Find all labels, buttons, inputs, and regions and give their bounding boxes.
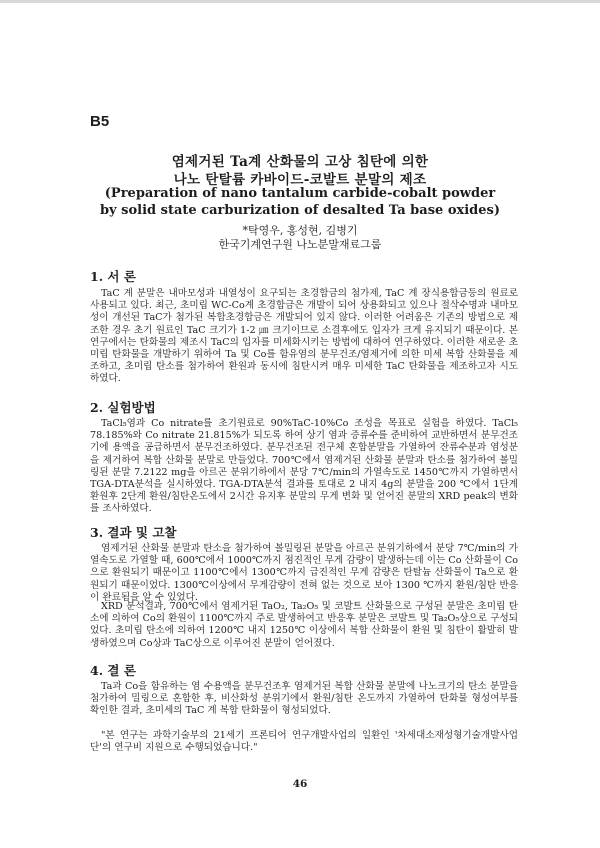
- section-heading-introduction: 1. 서 론: [90, 269, 136, 284]
- page-number: 46: [292, 778, 308, 790]
- page-top-edge: [0, 0, 600, 3]
- title-korean-line-1: 염제거된 Ta계 산화물의 고상 침탄에 의한: [171, 154, 429, 170]
- authors: *탁영우, 홍성현, 김병기: [242, 224, 358, 237]
- section-code: B5: [90, 113, 110, 130]
- paragraph-methods: TaCl₅염과 Co nitrate를 초기원료로 90%TaC-10%Co 조성을 목표로 실험을 하였다. TaCl₅ 78.185%와 Co nitrate 21.815%가 되도록 하여 상기 염과 증류수를 준비하여 교반하면서 분무건조기에 용액을 공급하면서 분무건조하였다. 분무건조된 전구체 혼합분말을 가열하여 잔류수분과 염성분을 제거하여 복합 산화물 분말로 만들었다. 700℃에서 염제거된 산화물 분말과 탄소를 첨가하여 볼밀링된 분말 7.2122 mg을 아르곤 분위기하에서 분당 7℃/min의 가열속도로 1450℃까지 가열하면서 TGA-DTA분석을 실시하였다. TGA-DTA분석 결과를 토대로 2 내지 4g의 분말을 200 ℃에서 1단계 환원후 2단계 환원/침탄온도에서 2시간 유지후 분말의 무게 변화 및 얻어진 분말의 XRD peak의 변화를 조사하였다.: [90, 418, 518, 515]
- affiliation: 한국기계연구원 나노분말재료그룹: [218, 238, 382, 251]
- section-heading-conclusion: 4. 결 론: [90, 663, 136, 678]
- section-heading-methods: 2. 실험방법: [90, 400, 156, 415]
- paragraph-results-2: XRD 분석결과, 700℃에서 염제거된 TaO₂, Ta₂O₅ 및 코발트 산화물으로 구성된 분말은 초미립 탄소에 의하여 Co의 환원이 1100℃까지 주로 발생하여고 반응후 분말은 코발트 및 Ta₂O₅상으로 구성되었다. 초미립 탄소에 의하여 1200℃ 내지 1250℃ 이상에서 복합 산화물이 환원 및 침탄이 활발히 발생하였으며 Co상과 TaC상으로 이루어진 분말이 얻어졌다.: [90, 601, 518, 649]
- paragraph-results-1: 염제거된 산화물 분말과 탄소을 첨가하여 볼밀링된 분말을 아르곤 분위기하에서 분당 7℃/min의 가열속도로 가열할 때, 600℃에서 1000℃까지 점진적인 무게 감량이 발생하는데 이는 Co 산화물이 Co으로 환원되기 때문이고 1100℃에서 1300℃까지 급진적인 무게 감량은 탄탈늄 산화물이 Ta으로 환원되기 때문이었다. 1300℃이상에서 무게감량이 전혀 없는 것으로 보아 1300 ℃까지 환원/침탄 반응이 완료됨을 알 수 있었다.: [90, 543, 518, 603]
- acknowledgment: "본 연구는 과학기술부의 21세기 프론티어 연구개발사업의 일환인 '차세대소재성형기술개발사업단'의 연구비 지원으로 수행되었습니다.": [90, 730, 518, 754]
- title-english-line-2: by solid state carburization of desalted Ta base oxides): [99, 203, 501, 218]
- section-heading-results: 3. 결과 및 고찰: [90, 525, 177, 540]
- paragraph-conclusion: Ta과 Co을 함유하는 염 수용액을 분무건조후 염제거된 복합 산화물 분말에 나노크기의 탄소 분말을 첨가하여 밀링으로 혼합한 후, 비산화성 분위기에서 환원/침탄 온도까지 가열하여 탄화물 형성여부를 확인한 결과, 초미세의 TaC 계 복합 탄화물이 형성되었다.: [90, 681, 518, 717]
- paragraph-introduction: TaC 계 분말은 내마모성과 내열성이 요구되는 초경합금의 첨가제, TaC 계 장식용합금등의 원료로 사용되고 있다. 최근, 초미립 WC-Co계 초경합금은 개발이 되어 상용화되고 있으나 절삭수명과 내마모성이 개선된 TaC가 첨가된 복합초경합금은 개발되어 있지 않다. 이러한 어려움은 기존의 방법으로 제조한 경우 초기 원료인 TaC 크기가 1-2 ㎛ 크기이므로 소결후에도 입자가 크게 유지되기 때문이다. 본 연구에서는 탄화물의 제조시 TaC의 입자를 미세화시키는 방법에 대하여 연구하였다. 이러한 새로운 초미립 탄화물을 개발하기 위하여 Ta 및 Co를 함유염의 분무건조/염제거에 의한 미세 복합 산화물을 제조하고, 초미립 탄소를 첨가하여 환원과 동시에 침탄시켜 매우 미세한 TaC 탄화물을 제조하고자 시도하였다.: [90, 288, 518, 385]
- title-english-line-1: (Preparation of nano tantalum carbide-cobalt powder: [104, 186, 496, 201]
- title-korean-line-2: 나노 탄탈륨 카바이드-코발트 분말의 제조: [173, 172, 427, 188]
